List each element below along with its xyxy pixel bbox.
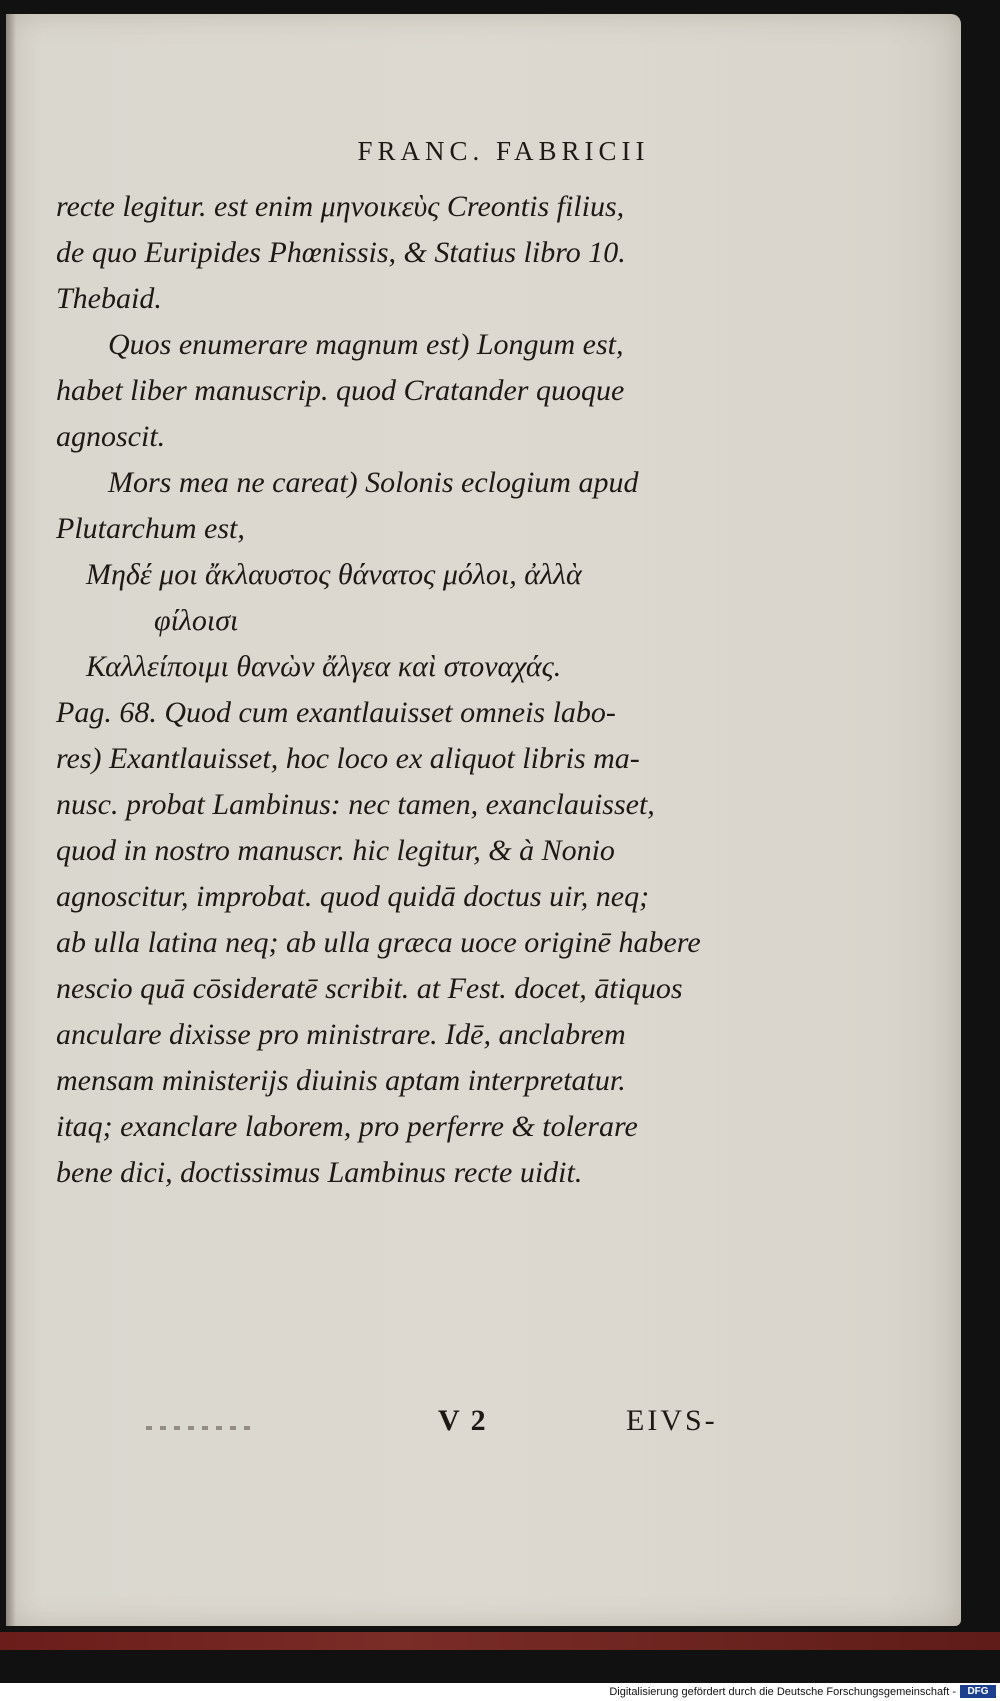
text-line: Thebaid.: [56, 282, 162, 315]
text-line: bene dici, doctissimus Lambinus recte uidit.: [56, 1156, 583, 1189]
text-line: Quos enumerare magnum est) Longum est,: [108, 328, 624, 361]
attribution-text: Digitalisierung gefördert durch die Deutsche Forschungsgemeinschaft -: [609, 1686, 956, 1698]
text-line: Plutarchum est,: [56, 512, 245, 545]
book-page: [6, 14, 961, 1626]
greek-verse-line: Καλλείποιμι θανὼν ἄλγεα καὶ στοναχάς.: [86, 650, 562, 683]
text-line: nusc. probat Lambinus: nec tamen, exanclauisset,: [56, 788, 655, 821]
text-line: anculare dixisse pro ministrare. Idē, anclabrem: [56, 1018, 626, 1051]
text-line: quod in nostro manuscr. hic legitur, & à Nonio: [56, 834, 615, 867]
text-line: res) Exantlauisset, hoc loco ex aliquot libris ma-: [56, 742, 640, 775]
text-line: de quo Euripides Phœnissis, & Statius libro 10.: [56, 236, 626, 269]
catchword: EIVS-: [626, 1404, 718, 1437]
ink-smudge: [146, 1426, 256, 1430]
text-line: Mors mea ne careat) Solonis eclogium apud: [108, 466, 639, 499]
text-line: agnoscit.: [56, 420, 166, 453]
text-line: mensam ministerijs diuinis aptam interpretatur.: [56, 1064, 626, 1097]
dfg-logo-icon: DFG: [960, 1685, 996, 1698]
signature-mark: V 2: [438, 1404, 488, 1437]
text-line: nescio quā cōsideratē scribit. at Fest. docet, ātiquos: [56, 972, 683, 1005]
text-line: recte legitur. est enim μηνοικεὺς Creontis filius,: [56, 190, 625, 223]
page-gutter-shadow: [6, 14, 16, 1626]
text-line: ab ulla latina neq; ab ulla græca uoce originē habere: [56, 926, 701, 959]
greek-verse-line: φίλοισι: [154, 604, 239, 637]
text-line: agnoscitur, improbat. quod quidā doctus uir, neq;: [56, 880, 650, 913]
binding-strip: [0, 1632, 1000, 1650]
greek-verse-line: Μηδέ μοι ἄκλαυστος θάνατος μόλοι, ἀλλὰ: [86, 558, 582, 591]
text-line: Pag. 68. Quod cum exantlauisset omneis labo-: [56, 696, 616, 729]
text-line: habet liber manuscrip. quod Cratander quoque: [56, 374, 625, 407]
text-line: itaq; exanclare laborem, pro perferre & tolerare: [56, 1110, 638, 1143]
page-body-text: [56, 184, 926, 1196]
running-title: FRANC. FABRICII: [357, 136, 650, 166]
